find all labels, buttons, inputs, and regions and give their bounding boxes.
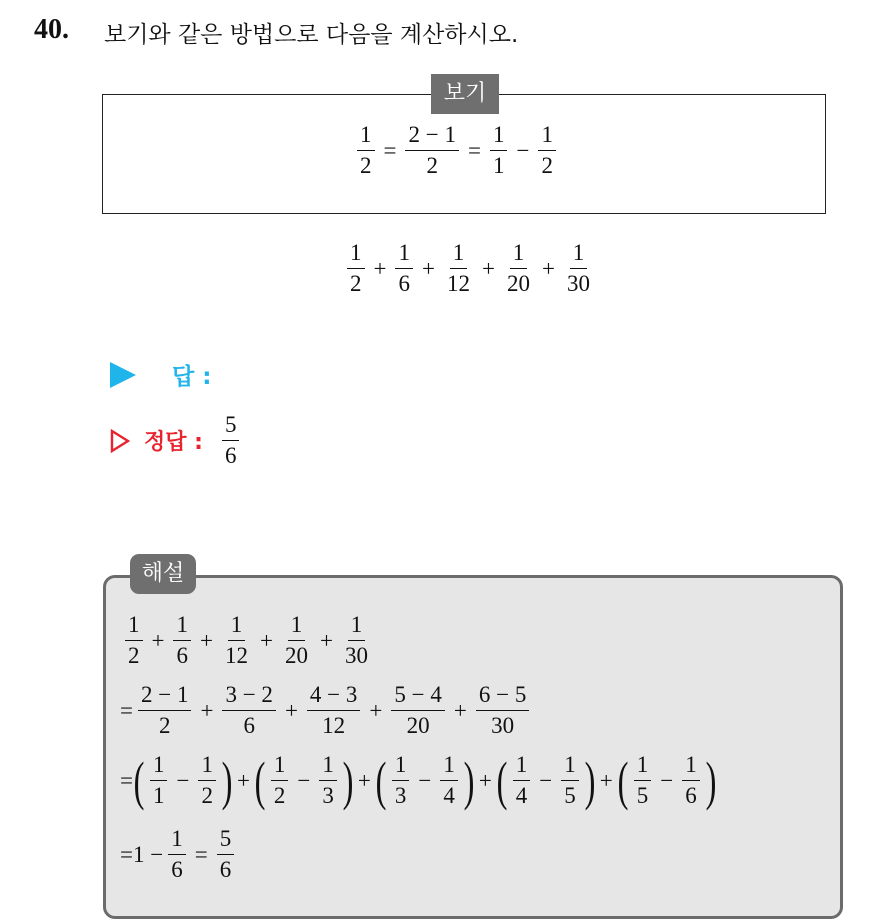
fraction: $\frac{2 - 1}{2}$ bbox=[138, 682, 191, 740]
solution-row bbox=[110, 412, 244, 470]
fraction: $\frac{6 - 5}{30}$ bbox=[476, 682, 529, 740]
explanation-line-3: = ( $\frac{1}{1}$ − $\frac{1}{2}$ ) + ( $\frac{1}{2}$ − $\frac{1}{3}$ ) + ( $\frac{1}{3}$ − $\frac{1}{4}$ ) + ( $\frac{1}{4}$ − $\frac{1}{5}$ ) + ( $\frac{1}{5}$ − $\frac{1}{6}$ ) bbox=[120, 750, 717, 811]
fraction: $\frac{1}{4}$ bbox=[513, 752, 531, 810]
fraction: $\frac{1}{2}$ bbox=[271, 752, 289, 810]
fraction: $\frac{1}{3}$ bbox=[319, 752, 337, 810]
fraction: $\frac{5}{6}$ bbox=[217, 826, 235, 884]
answer-label: 답 : bbox=[172, 364, 212, 390]
fraction: $\frac{1}{6}$ bbox=[173, 612, 191, 670]
fraction: $\frac{1}{2}$ bbox=[198, 752, 216, 810]
fraction: $\frac{5 - 4}{20}$ bbox=[391, 682, 444, 740]
fraction: $\frac{1}{20}$ bbox=[284, 612, 308, 669]
fraction: $\frac{4 - 3}{12}$ bbox=[307, 682, 360, 740]
fraction: $\frac{1}{3}$ bbox=[392, 752, 410, 810]
explanation-tag: 해설 bbox=[130, 554, 196, 594]
solution-value bbox=[217, 412, 245, 470]
fraction: $\frac{1}{5}$ bbox=[634, 752, 652, 810]
problem-expression: $\frac{1}{2}$ + $\frac{1}{6}$ + $\frac{1}{12}$ + $\frac{1}{20}$ + $\frac{1}{30}$ bbox=[342, 240, 598, 298]
outline-triangle-icon bbox=[110, 429, 130, 453]
fraction: $\frac{1}{1}$ bbox=[150, 752, 168, 810]
fraction: $\frac{1}{2}$ bbox=[538, 122, 556, 180]
fraction: $\frac{1}{6}$ bbox=[395, 240, 413, 298]
play-triangle-icon bbox=[110, 362, 136, 388]
fraction: $\frac{1}{6}$ bbox=[682, 752, 700, 810]
solution-label: 정답 : bbox=[144, 430, 203, 456]
fraction: $\frac{3 - 2}{6}$ bbox=[222, 682, 275, 740]
fraction: $\frac{1}{20}$ bbox=[506, 240, 530, 297]
fraction: $\frac{1}{5}$ bbox=[561, 752, 579, 810]
fraction: $\frac{2 - 1}{2}$ bbox=[405, 122, 458, 180]
fraction: $\frac{1}{2}$ bbox=[357, 122, 375, 180]
answer-row bbox=[110, 358, 211, 391]
fraction: $\frac{1}{6}$ bbox=[168, 826, 186, 884]
fraction: $\frac{1}{30}$ bbox=[566, 240, 590, 297]
fraction: $\frac{1}{12}$ bbox=[224, 612, 248, 669]
explanation-line-4: =1 − $\frac{1}{6}$ = $\frac{5}{6}$ bbox=[120, 826, 239, 884]
explanation-line-2: = $\frac{2 - 1}{2}$ + $\frac{3 - 2}{6}$ + $\frac{4 - 3}{12}$ + $\frac{5 - 4}{20}$ + $\frac{6 - 5}{30}$ bbox=[120, 682, 534, 740]
fraction: $\frac{1}{4}$ bbox=[440, 752, 458, 810]
fraction: $\frac{5}{6}$ bbox=[222, 412, 240, 470]
fraction: $\frac{1}{2}$ bbox=[125, 612, 143, 670]
example-equation: $\frac{1}{2}$ = $\frac{2 - 1}{2}$ = $\frac{1}{1}$ − $\frac{1}{2}$ bbox=[352, 122, 561, 180]
fraction: $\frac{1}{1}$ bbox=[490, 122, 508, 180]
fraction: $\frac{1}{2}$ bbox=[347, 240, 365, 298]
question-text: 보기와 같은 방법으로 다음을 계산하시오. bbox=[104, 22, 519, 48]
fraction: $\frac{1}{12}$ bbox=[446, 240, 470, 297]
example-tag: 보기 bbox=[431, 74, 499, 114]
explanation-line-1: $\frac{1}{2}$ + $\frac{1}{6}$ + $\frac{1}{12}$ + $\frac{1}{20}$ + $\frac{1}{30}$ bbox=[120, 612, 376, 670]
fraction: $\frac{1}{30}$ bbox=[344, 612, 368, 669]
question-number: 40. bbox=[34, 14, 69, 45]
